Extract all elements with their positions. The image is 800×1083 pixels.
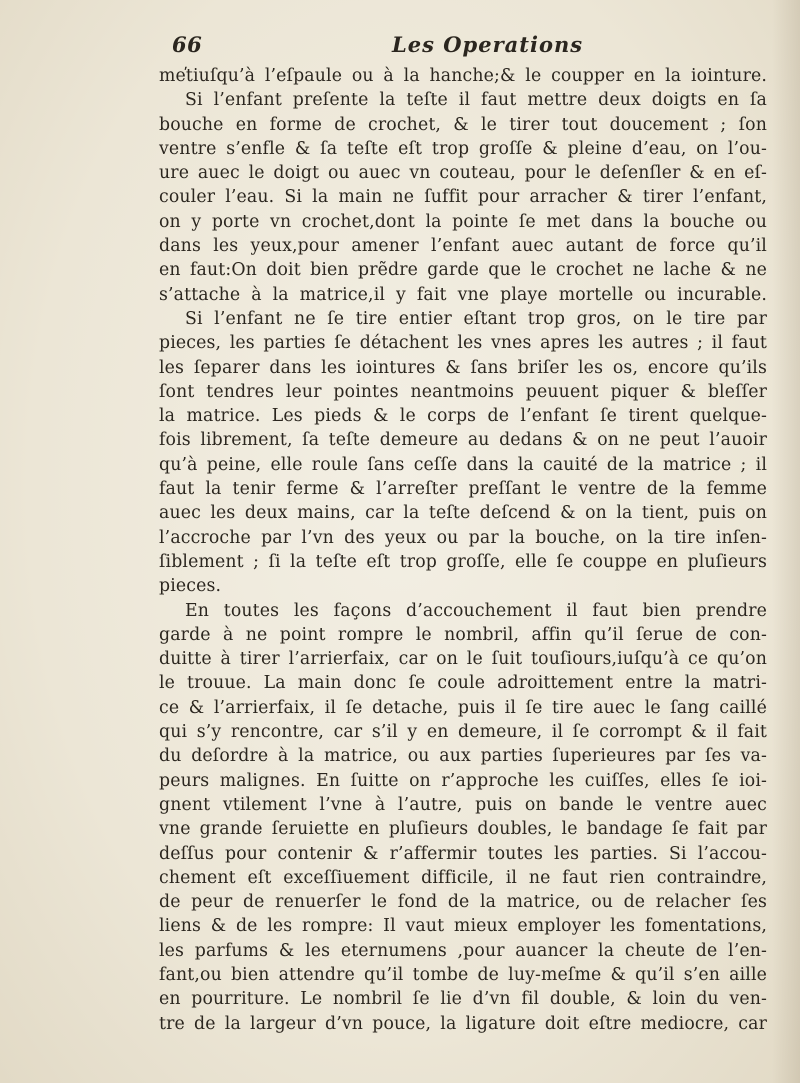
text-line: en faut:On doit bien prẽdre garde que le crochet ne lache & ne bbox=[159, 260, 767, 281]
text-line: le trouue. La main donc ſe coule adroittement entre la matri- bbox=[159, 673, 767, 694]
text-line: du deſordre à la matrice, ou aux parties ſuperieures par ſes va- bbox=[159, 746, 767, 767]
text-line: Si l’enfant ne ſe tire entier eſtant trop gros, on le tire par bbox=[185, 308, 767, 329]
text-line: qu’à peine, elle roule ſans ceſſe dans la cauité de la matrice ; il bbox=[159, 454, 767, 475]
text-line: ſiblement ; ſi la teſte eſt trop groſſe, elle ſe couppe en pluſieurs bbox=[159, 551, 767, 572]
text-line: les ſeparer dans les iointures & ſans briſer les os, encore qu’ils bbox=[159, 357, 767, 378]
text-line: gnent vtilement l’vne à l’autre, puis on bande le ventre auec bbox=[159, 794, 767, 815]
text-line: peurs malignes. En ſuitte on r’approche les cuiſſes, elles ſe ioi- bbox=[159, 770, 767, 791]
text-line: les parfums & les eternumens ,pour auancer la cheute de l’en- bbox=[159, 940, 767, 961]
text-line: l’accroche par l’vn des yeux ou par la bouche, on la tire inſen- bbox=[159, 527, 767, 548]
text-line: pieces. bbox=[159, 576, 222, 597]
text-line: ce & l’arrierfaix, il ſe detache, puis il ſe tire auec le ſang caillé bbox=[159, 697, 767, 718]
text-line: tre de la largeur d’vn pouce, la ligature doit eſtre mediocre, car bbox=[159, 1013, 767, 1034]
text-line: fant,ou bien attendre qu’il tombe de luy-meſme & qu’il s’en aille bbox=[159, 964, 767, 985]
text-line: me̕tiuſqu’à l’eſpaule ou à la hanche;& le coupper en la iointure. bbox=[159, 66, 767, 86]
text-line: pieces, les parties ſe détachent les vnes apres les autres ; il faut bbox=[159, 333, 767, 354]
text-line: En toutes les façons d’accouchement il faut bien prendre bbox=[185, 600, 767, 621]
text-line: Si l’enfant preſente la teſte il faut mettre deux doigts en ſa bbox=[185, 90, 767, 111]
text-line: ure auec le doigt ou auec vn couteau, pour le deſenſler & en eſ- bbox=[159, 163, 767, 184]
page-number: 66 bbox=[172, 32, 203, 57]
text-line: en pourriture. Le nombril ſe lie d’vn fil double, & loin du ven- bbox=[159, 989, 767, 1010]
text-line: ſont tendres leur pointes neantmoins peuuent piquer & bleſſer bbox=[159, 381, 767, 402]
body-text bbox=[159, 64, 767, 1036]
page-edge-shadow bbox=[772, 0, 800, 1083]
text-line: qui s’y rencontre, car s’il y en demeure, il ſe corrompt & il fait bbox=[159, 722, 767, 743]
text-line: liens & de les rompre: Il vaut mieux employer les fomentations, bbox=[159, 916, 767, 937]
text-line: duitte à tirer l’arrierfaix, car on le ſuit touſiours,iuſqu’à ce qu’on bbox=[159, 649, 767, 670]
text-line: s’attache à la matrice,il y fait vne playe mortelle ou incurable. bbox=[159, 284, 767, 305]
text-line: deſſus pour contenir & r’affermir toutes les parties. Si l’accou- bbox=[159, 843, 767, 864]
text-line: dans les yeux,pour amener l’enfant auec autant de force qu’il bbox=[159, 236, 767, 257]
text-line: fois librement, ſa teſte demeure au dedans & on ne peut l’auoir bbox=[159, 430, 767, 451]
text-line: bouche en forme de crochet, & le tirer tout doucement ; ſon bbox=[159, 114, 767, 135]
text-line: ventre s’enfle & ſa teſte eſt trop groſſe & pleine d’eau, on l’ou- bbox=[159, 138, 767, 159]
text-line: vne grande ſeruiette en pluſieurs doubles, le bandage ſe fait par bbox=[159, 819, 767, 840]
running-title: Les Operations bbox=[392, 32, 584, 57]
text-line: auec les deux mains, car la teſte deſcend & on la tient, puis on bbox=[159, 503, 767, 524]
text-line: garde à ne point rompre le nombril, affin qu’il ſerue de con- bbox=[159, 624, 767, 645]
text-line: faut la tenir ferme & l’arreſter preſſant le ventre de la femme bbox=[159, 479, 767, 500]
text-line: couler l’eau. Si la main ne ſuffit pour arracher & tirer l’enfant, bbox=[159, 187, 767, 208]
text-line: chement eſt exceſſiuement difficile, il ne faut rien contraindre, bbox=[159, 867, 767, 888]
text-line: de peur de renuerſer le fond de la matrice, ou de relacher ſes bbox=[159, 892, 767, 913]
text-line: la matrice. Les pieds & le corps de l’enfant ſe tirent quelque- bbox=[159, 406, 767, 427]
text-line: on y porte vn crochet,dont la pointe ſe met dans la bouche ou bbox=[159, 211, 767, 232]
